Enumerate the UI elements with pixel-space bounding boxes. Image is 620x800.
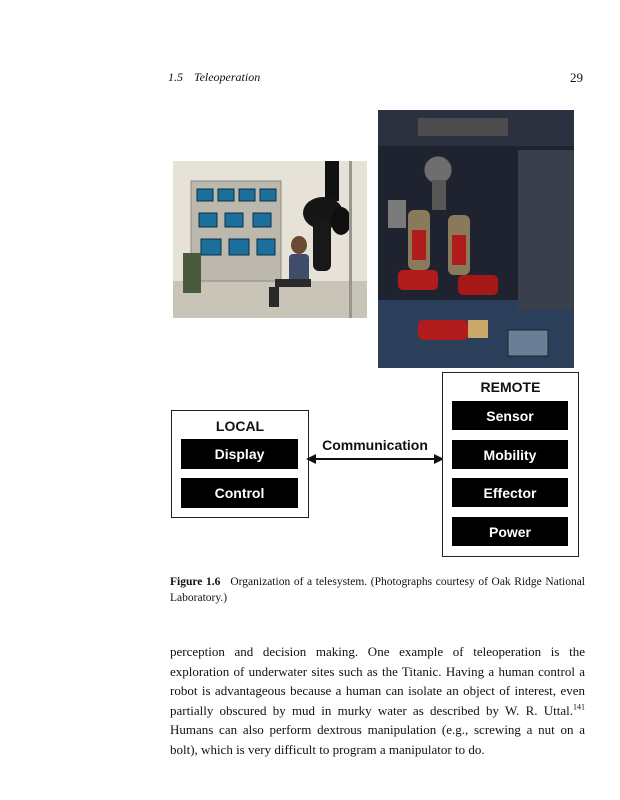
remote-manipulator-illustration [378, 110, 574, 368]
mobility-block: Mobility [452, 440, 568, 469]
body-text-part1: perception and decision making. One example of teleoperation is the exploration of underwater sites such as the Titanic. Having a human control a robot is advantageous because a human can isolate an object of interest, even partially obscured by mud in murky water as described by W. R. Uttal. [170, 644, 585, 718]
body-paragraph [170, 642, 585, 759]
remote-title: REMOTE [480, 379, 541, 395]
display-block: Display [181, 439, 298, 469]
remote-manipulator-photo [378, 110, 574, 368]
body-text-part2: Humans can also perform dextrous manipulation (e.g., screwing a nut on a bolt), which is very difficult to program a manipulator to do. [170, 722, 585, 757]
effector-block: Effector [452, 478, 568, 507]
communication-label: Communication [322, 437, 428, 453]
operator-console-illustration [173, 161, 367, 318]
sensor-block: Sensor [452, 401, 568, 430]
communication-arrow [306, 452, 444, 466]
section-number: 1.5 [168, 70, 183, 84]
local-station-box [171, 410, 309, 518]
figure-caption [170, 574, 585, 606]
caption-text: Organization of a telesystem. (Photographs courtesy of Oak Ridge National Laboratory.) [170, 576, 585, 604]
operator-console-photo [173, 161, 367, 318]
control-block: Control [181, 478, 298, 508]
remote-station-box [442, 372, 579, 557]
section-title: Teleoperation [194, 70, 261, 84]
figure-label: Figure 1.6 [170, 576, 221, 588]
power-block: Power [452, 517, 568, 546]
page-number: 29 [570, 70, 583, 85]
citation-ref: 141 [573, 702, 585, 712]
running-header-section [168, 70, 260, 85]
local-title: LOCAL [215, 418, 265, 434]
